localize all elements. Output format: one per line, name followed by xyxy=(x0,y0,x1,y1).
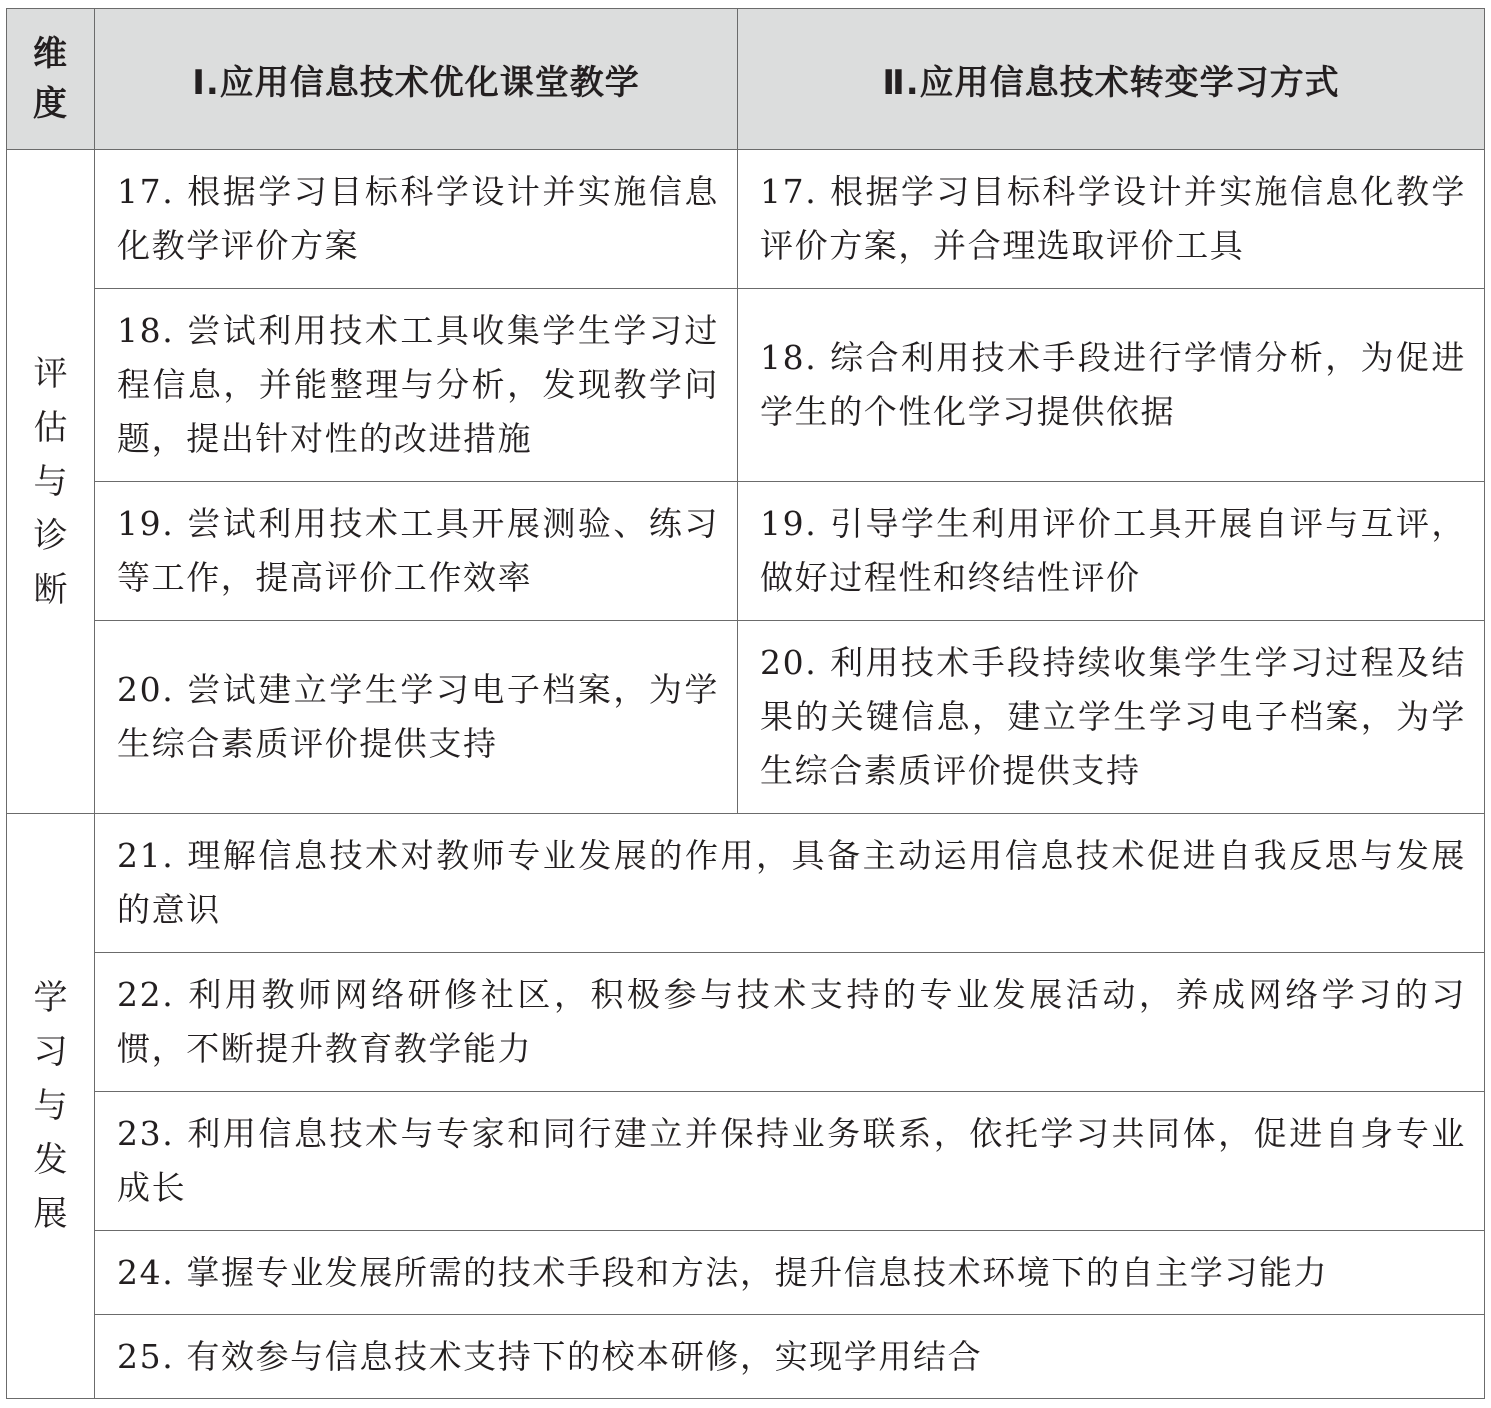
item-cell: 22. 利用教师网络研修社区，积极参与技术支持的专业发展活动，养成网络学习的习惯，不断提升教育教学能力 xyxy=(95,953,1485,1092)
table-row xyxy=(7,621,1485,814)
column-header-1: Ⅰ.应用信息技术优化课堂教学 xyxy=(95,9,738,150)
item-cell: 18. 综合利用技术手段进行学情分析，为促进学生的个性化学习提供依据 xyxy=(738,289,1485,482)
table-row xyxy=(7,289,1485,482)
dimension-char: 发 xyxy=(33,1140,68,1180)
header-row xyxy=(7,9,1485,150)
dimension-char: 断 xyxy=(33,569,68,610)
table-row xyxy=(7,1315,1485,1399)
item-cell: 25. 有效参与信息技术支持下的校本研修，实现学用结合 xyxy=(95,1315,1485,1399)
table-row xyxy=(7,814,1485,953)
dimension-char: 与 xyxy=(33,461,68,502)
dimension-char: 评 xyxy=(33,353,68,394)
table-row xyxy=(7,1231,1485,1315)
item-cell: 17. 根据学习目标科学设计并实施信息化教学评价方案，并合理选取评价工具 xyxy=(738,150,1485,289)
dimension-char: 学 xyxy=(33,978,68,1018)
dimension-header-text xyxy=(7,29,94,129)
column-header-2: Ⅱ.应用信息技术转变学习方式 xyxy=(738,9,1485,150)
dimension-cell xyxy=(7,150,95,814)
item-cell: 18. 尝试利用技术工具收集学生学习过程信息，并能整理与分析，发现教学问题，提出针对性的改进措施 xyxy=(95,289,738,482)
item-cell: 19. 引导学生利用评价工具开展自评与互评，做好过程性和终结性评价 xyxy=(738,482,1485,621)
dimension-char: 习 xyxy=(33,1032,68,1072)
item-cell: 19. 尝试利用技术工具开展测验、练习等工作，提高评价工作效率 xyxy=(95,482,738,621)
item-cell: 17. 根据学习目标科学设计并实施信息化教学评价方案 xyxy=(95,150,738,289)
table-row xyxy=(7,150,1485,289)
dimension-label xyxy=(7,971,94,1241)
dimension-char: 估 xyxy=(33,407,68,448)
table-row xyxy=(7,482,1485,621)
dimension-char: 维 xyxy=(33,34,68,74)
item-cell: 20. 尝试建立学生学习电子档案，为学生综合素质评价提供支持 xyxy=(95,621,738,814)
dimension-char: 展 xyxy=(33,1194,68,1234)
dimension-char: 与 xyxy=(33,1086,68,1126)
dimension-char: 度 xyxy=(33,84,68,124)
dimension-cell xyxy=(7,814,95,1399)
item-cell: 21. 理解信息技术对教师专业发展的作用，具备主动运用信息技术促进自我反思与发展的意识 xyxy=(95,814,1485,953)
dimension-header xyxy=(7,9,95,150)
item-cell: 24. 掌握专业发展所需的技术手段和方法，提升信息技术环境下的自主学习能力 xyxy=(95,1231,1485,1315)
standards-table xyxy=(6,8,1485,1399)
table-row xyxy=(7,1092,1485,1231)
dimension-char: 诊 xyxy=(33,515,68,556)
dimension-label xyxy=(7,347,94,617)
item-cell: 20. 利用技术手段持续收集学生学习过程及结果的关键信息，建立学生学习电子档案，为学生综合素质评价提供支持 xyxy=(738,621,1485,814)
item-cell: 23. 利用信息技术与专家和同行建立并保持业务联系，依托学习共同体，促进自身专业成长 xyxy=(95,1092,1485,1231)
table-row xyxy=(7,953,1485,1092)
